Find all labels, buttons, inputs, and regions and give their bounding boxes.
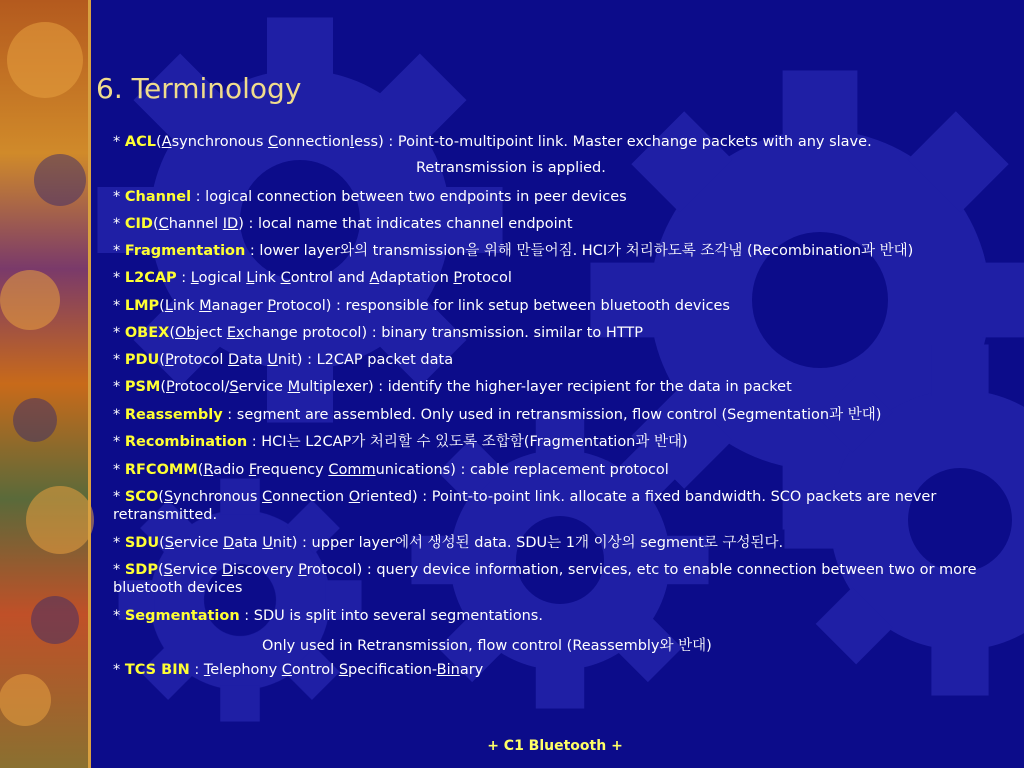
term-keyword: TCS BIN [124,662,190,678]
term-description: adio [213,462,249,478]
term-item-recombination [113,433,1024,451]
term-description: nit) : upper layer에서 생성된 data. SDU는 1개 이상의 segment로 구성된다. [272,535,784,551]
term-description: ontrol and [290,270,370,286]
term-description: hannel [168,216,223,232]
term-underlined-letter: D [228,352,240,368]
term-underlined-letter: L [190,270,199,286]
term-underlined-letter: P [164,352,174,368]
bullet-star: * [113,352,125,368]
term-item-sco [113,488,1024,524]
term-description: ultiplexer) : identify the higher-layer recipient for the data in packet [300,379,792,395]
term-description: rotocol [461,270,512,286]
term-underlined-letter: P [267,298,276,314]
term-description: ervice [174,535,224,551]
term-item-reassembly [113,406,1024,424]
term-keyword: CID [124,216,153,232]
term-keyword: Fragmentation [124,243,246,259]
bullet-star: * [113,134,125,150]
bullet-star: * [113,216,125,232]
term-description: ) : local name that indicates channel endpoint [238,216,573,232]
term-description: : HCI는 L2CAP가 처리할 수 있도록 조합함(Fragmentation과 반대) [247,434,688,450]
term-keyword: OBEX [124,325,170,341]
term-item-psm [113,378,1024,396]
term-description: onnection [278,134,351,150]
term-underlined-letter: D [223,535,235,551]
term-description: ervice [238,379,288,395]
term-description: requency [256,462,329,478]
term-description: ( [159,352,165,368]
term-underlined-letter: M [199,298,212,314]
term-description: : logical connection between two endpoints in peer devices [191,189,627,205]
bullet-star: * [113,562,125,578]
bullet-star: * [113,462,125,478]
term-underlined-letter: D [221,562,234,578]
term-description: anager [211,298,268,314]
term-keyword: Segmentation [124,608,240,624]
term-description: ( [169,325,175,341]
term-underlined-letter: S [163,562,173,578]
term-description: ary [459,662,484,678]
term-description: rotocol [173,352,229,368]
term-keyword: Reassembly [124,407,223,423]
term-underlined-letter: A [369,270,380,286]
term-item-rfcomm [113,461,1024,479]
term-keyword: Recombination [124,434,248,450]
term-item-lmp [113,297,1024,315]
term-description: unications) : cable replacement protocol [375,462,669,478]
term-description: rotocol) : query device information, services, etc to enable connection between two or more bluetooth devices [113,562,977,596]
term-underlined-letter: R [203,462,214,478]
bullet-star: * [113,489,125,505]
bullet-star: * [113,379,125,395]
bullet-star: * [113,243,125,259]
term-underlined-letter: S [163,489,174,505]
slide-footer: + C1 Bluetooth + [487,738,623,754]
term-description: ( [159,298,165,314]
term-keyword: ACL [124,134,156,150]
term-description: ynchronous [173,489,263,505]
term-description: ink [172,298,200,314]
term-underlined-letter: C [281,662,292,678]
term-underlined-letter: M [287,379,301,395]
term-keyword: PSM [124,379,161,395]
term-item-sdu [113,534,1024,552]
term-description: ess) : Point-to-multipoint link. Master exchange packets with any slave. [354,134,872,150]
term-keyword: PDU [124,352,160,368]
term-underlined-letter: Bin [436,662,460,678]
term-description: elephony [210,662,282,678]
bullet-star: * [113,608,125,624]
term-underlined-letter: P [453,270,462,286]
term-description: : segment are assembled. Only used in retransmission, flow control (Segmentation과 반대) [222,407,882,423]
term-item-cid [113,215,1024,233]
term-description: : SDU is split into several segmentations. [239,608,543,624]
term-description: ogical [198,270,247,286]
term-description: ontrol [291,662,339,678]
acl-continuation: Retransmission is applied. [416,160,606,176]
bullet-star: * [113,325,125,341]
term-description: ( [159,535,165,551]
term-underlined-letter: Comm [328,462,376,478]
term-underlined-letter: Ex [226,325,245,341]
term-item-obex [113,324,1024,342]
term-keyword: L2CAP [124,270,177,286]
term-description: ink [254,270,281,286]
term-description: rotocol/ [174,379,230,395]
term-description: onnection [272,489,349,505]
term-underlined-letter: F [248,462,257,478]
term-item-sdp [113,561,1024,597]
bullet-star: * [113,270,125,286]
term-underlined-letter: P [166,379,175,395]
term-description: nit) : L2CAP packet data [277,352,454,368]
term-description: daptation [379,270,454,286]
term-description: ( [157,562,164,578]
term-item-acl [113,133,1024,151]
slide-title: 6. Terminology [96,72,302,105]
bullet-star: * [113,434,125,450]
term-keyword: RFCOMM [124,462,198,478]
term-item-fragmentation [113,242,1024,260]
term-description: : lower layer와의 transmission을 위해 만들어짐. HCI가 처리하도록 조각냄 (Recombination과 반대) [245,243,914,259]
term-item-tcs-bin [113,661,1024,679]
term-underlined-letter: S [338,662,349,678]
term-underlined-letter: Ob [175,325,196,341]
term-underlined-letter: T [203,662,211,678]
term-underlined-letter: C [262,489,273,505]
term-underlined-letter: U [267,352,278,368]
term-underlined-letter: P [298,562,307,578]
term-description: ( [197,462,204,478]
term-underlined-letter: O [348,489,361,505]
term-description: ( [152,216,159,232]
term-description: change protocol) : binary transmission. similar to HTTP [244,325,644,341]
term-description: pecification- [348,662,437,678]
bullet-star: * [113,535,125,551]
bullet-star: * [113,298,125,314]
term-keyword: SCO [124,489,159,505]
term-item-segmentation [113,607,1024,625]
term-underlined-letter: S [164,535,175,551]
term-description: ( [155,134,162,150]
term-description: ata [239,352,268,368]
term-description: : [176,270,191,286]
term-description: ject [195,325,227,341]
term-underlined-letter: L [164,298,173,314]
bullet-star: * [113,407,125,423]
term-underlined-letter: C [267,134,279,150]
term-description: ( [160,379,167,395]
term-description: ( [158,489,164,505]
term-description: ata [234,535,263,551]
term-description: riented) : Point-to-point link. allocate a fixed bandwidth. SCO packets are never retransmitted. [113,489,937,523]
term-keyword: SDU [124,535,160,551]
term-underlined-letter: ID [222,216,239,232]
term-underlined-letter: C [280,270,291,286]
term-underlined-letter: L [246,270,255,286]
term-underlined-letter: S [229,379,239,395]
term-description: rotocol) : responsible for link setup between bluetooth devices [275,298,730,314]
term-item-l2cap [113,269,1024,287]
bullet-star: * [113,662,125,678]
term-underlined-letter: A [161,134,172,150]
term-description: : [189,662,204,678]
term-description: iscovery [233,562,299,578]
term-keyword: LMP [124,298,160,314]
term-underlined-letter: l [350,134,355,150]
bullet-star: * [113,189,125,205]
term-item-pdu [113,351,1024,369]
term-description: synchronous [171,134,268,150]
term-keyword: SDP [124,562,158,578]
term-underlined-letter: U [262,535,273,551]
term-item-channel [113,188,1024,206]
term-description: ervice [172,562,222,578]
term-underlined-letter: C [158,216,169,232]
term-keyword: Channel [124,189,192,205]
segmentation-continuation: Only used in Retransmission, flow control (Reassembly와 반대) [262,638,712,654]
